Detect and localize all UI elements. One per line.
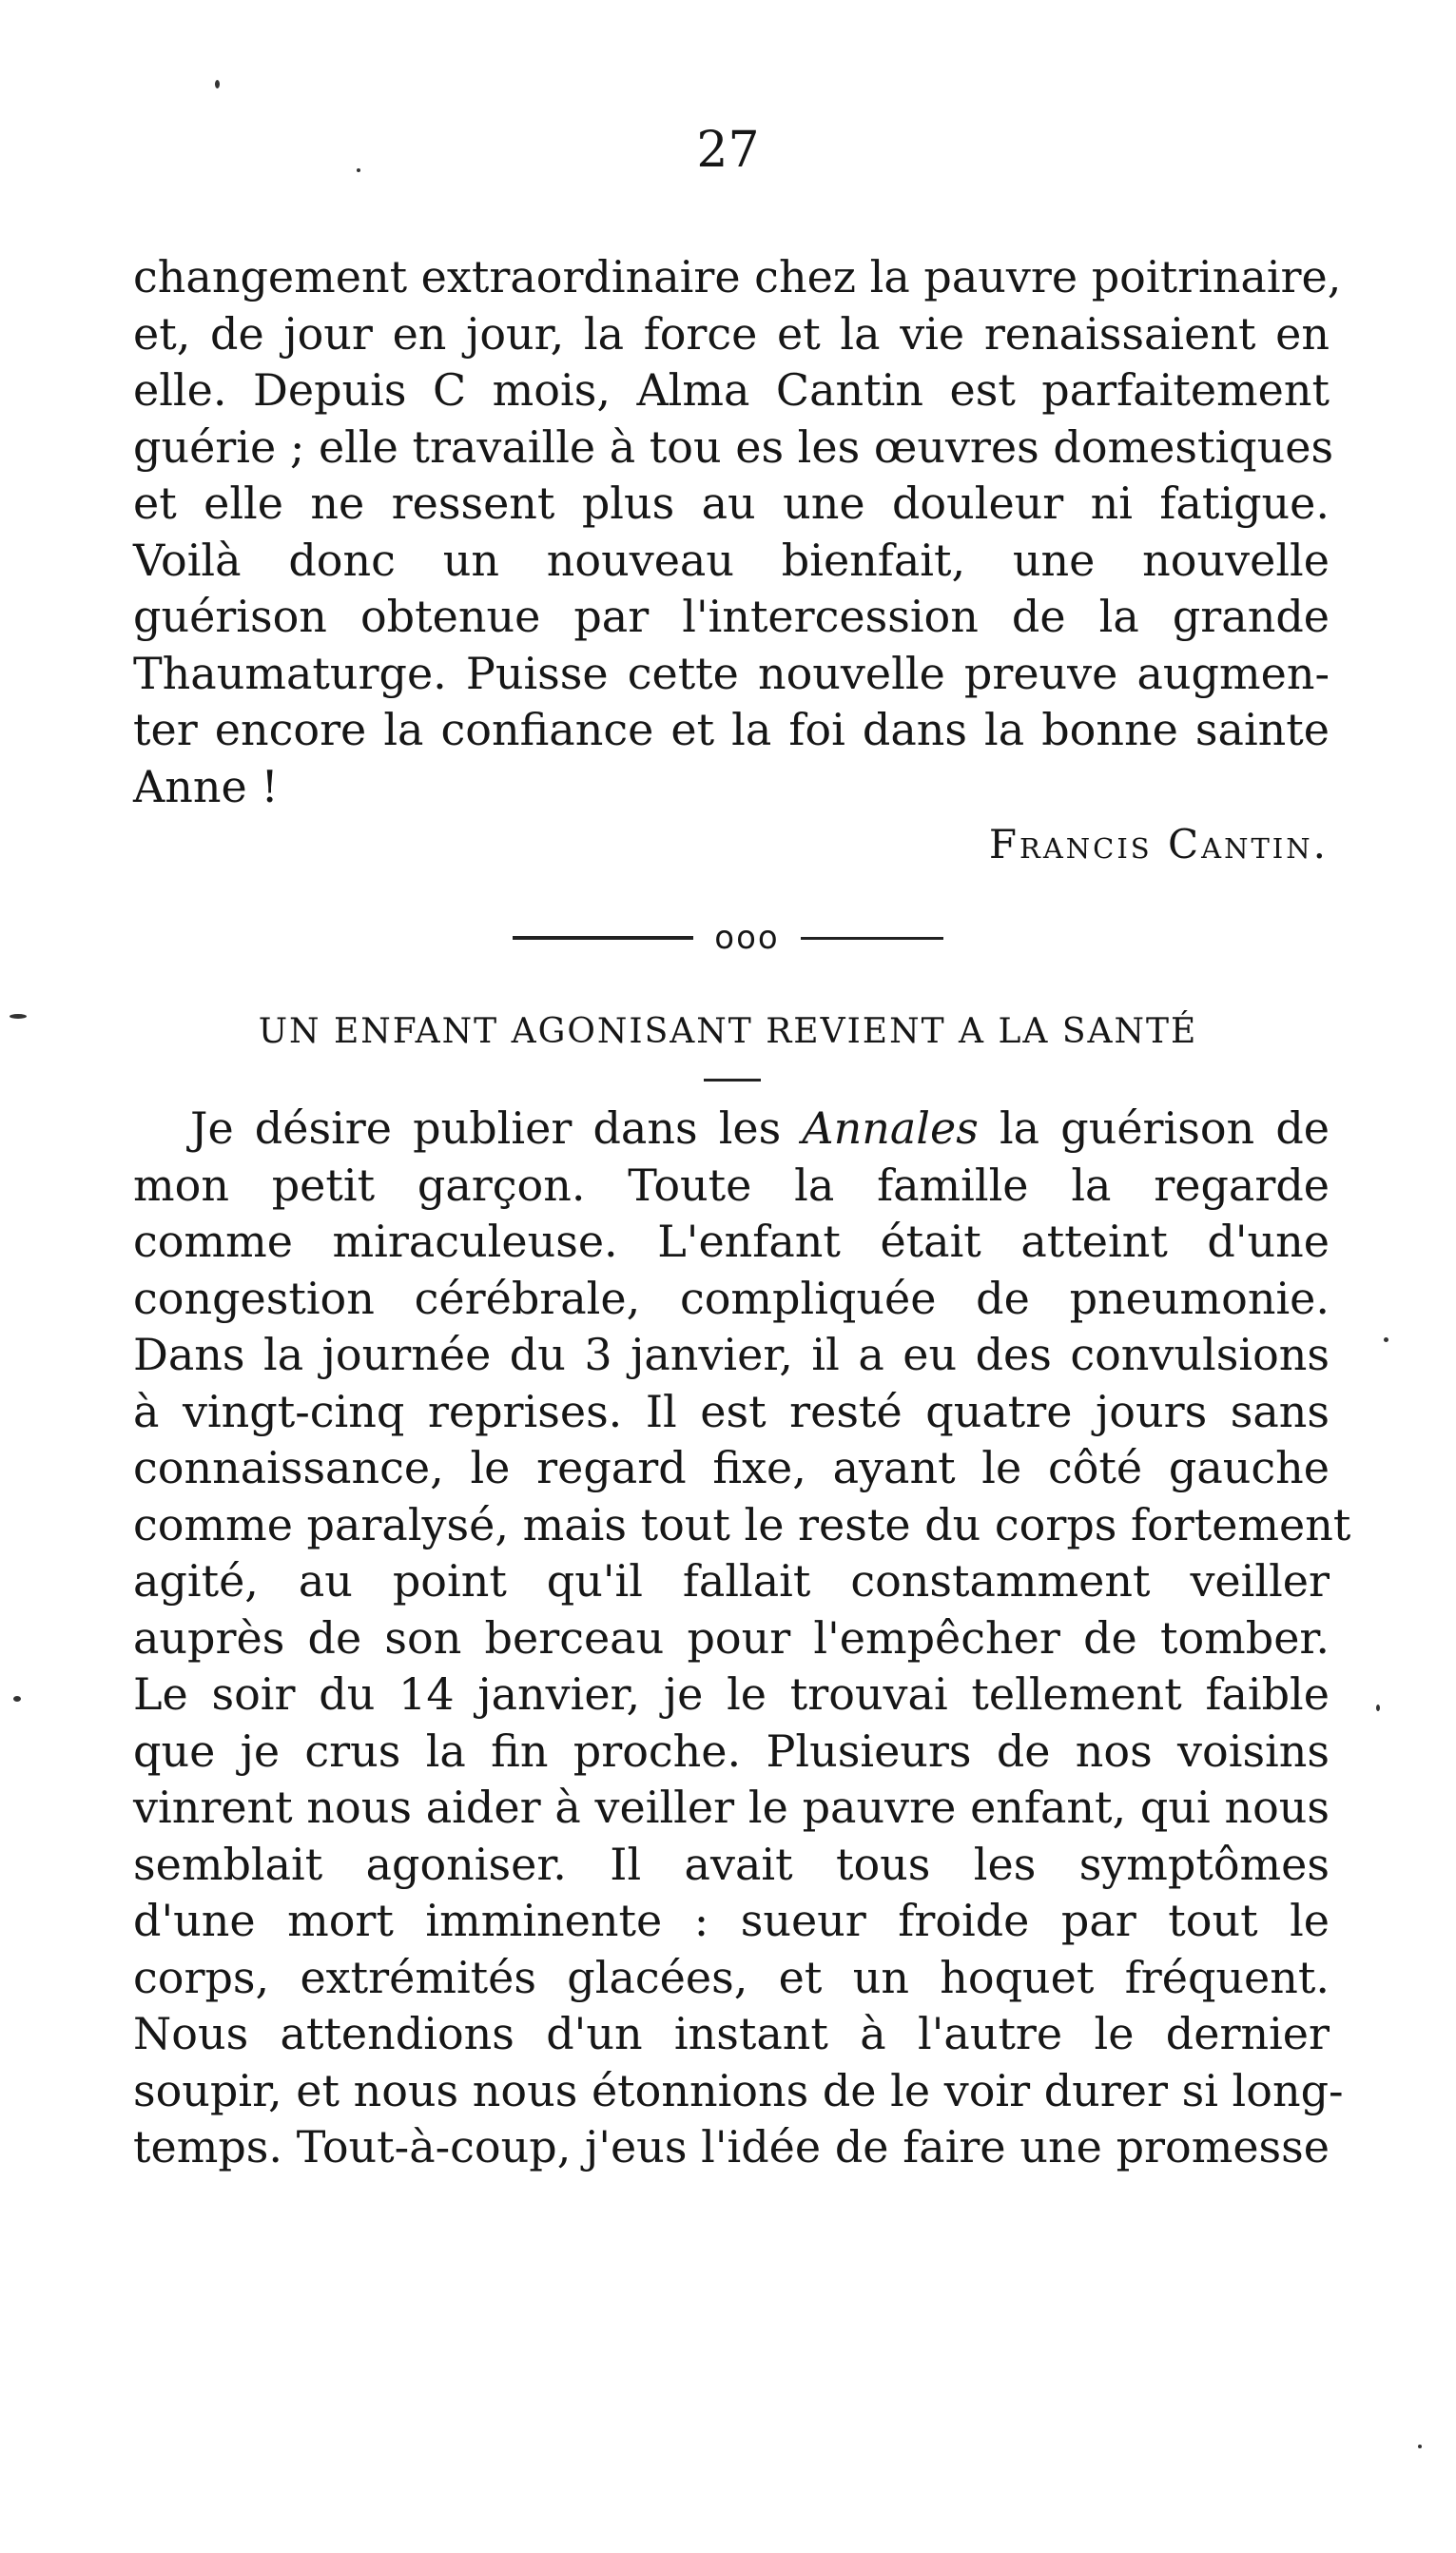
text-line: agité, au point qu'il fallait constamment veiller [133,1555,1330,1607]
text-line: soupir, et nous nous étonnions de le voir durer si long- [133,2064,1344,2116]
scan-speck [357,168,360,172]
text-line: Anne ! [133,760,279,812]
text-line: vinrent nous aider à veiller le pauvre enfant, qui nous [133,1782,1330,1833]
text-line: changement extraordinaire chez la pauvre poitrinaire, [133,251,1342,302]
text-line: Voilà donc un nouveau bienfait, une nouvelle [133,534,1330,586]
text-line: corps, extrémités glacées, et un hoquet fréquent. [133,1951,1330,2003]
signature: Francis Cantin. [988,821,1329,867]
text-line: Dans la journée du 3 janvier, il a eu des convulsions [133,1329,1330,1380]
scan-speck [1376,1705,1380,1711]
page-number: 27 [696,122,760,179]
separator-mark: ooo [714,919,780,957]
text-line: guérie ; elle travaille à tou es les œuvres domestiques [133,420,1334,473]
text-line: semblait agoniser. Il avait tous les symptômes [133,1838,1330,1890]
section-heading: UN ENFANT AGONISANT REVIENT A LA SANTÉ [258,1012,1198,1051]
text-line: temps. Tout-à-coup, j'eus l'idée de faire une promesse [133,2121,1330,2173]
scan-speck [215,80,220,88]
text-line: auprès de son berceau pour l'empêcher de tomber. [133,1611,1330,1664]
text-line: mon petit garçon. Toute la famille la regarde [133,1159,1330,1211]
text-line: comme paralysé, mais tout le reste du corps fortement [133,1498,1351,1550]
text-line [133,1101,1330,1158]
text-line: Le soir du 14 janvier, je le trouvai tellement faible [133,1668,1330,1720]
text-line: guérison obtenue par l'intercession de la grande [133,591,1330,642]
text-segment: la guérison de [978,1102,1330,1154]
scan-speck [1418,2445,1422,2448]
scan-speck [1384,1337,1388,1342]
scan-speck [13,1696,21,1702]
text-line: Thaumaturge. Puisse cette nouvelle preuve augmen- [133,647,1330,699]
separator-rule-left [513,936,693,940]
separator-rule-right [801,937,943,940]
paragraph-testimony-end [133,249,1342,815]
text-line: que je crus la fin proche. Plusieurs de nos voisins [133,1725,1330,1777]
text-segment: Je désire publier dans les [190,1102,803,1154]
text-line: congestion cérébrale, compliquée de pneumonie. [133,1272,1330,1324]
text-line: ter encore la confiance et la foi dans la bonne sainte [133,704,1330,755]
text-line: connaissance, le regard fixe, ayant le côté gauche [133,1442,1330,1493]
text-line: et, de jour en jour, la force et la vie renaissaient en [133,307,1330,360]
paragraph-child-healing [133,1101,1351,2176]
section-separator [0,919,1456,957]
text-line: et elle ne ressent plus au une douleur ni fatigue. [133,477,1330,529]
text-line: Nous attendions d'un instant à l'autre le dernier [133,2008,1330,2059]
text-line: à vingt-cinq reprises. Il est resté quatre jours sans [133,1385,1330,1437]
heading-underline-rule [704,1079,761,1082]
scan-speck [10,1014,27,1019]
text-line: comme miraculeuse. L'enfant était atteint d'une [133,1216,1330,1267]
journal-title: Annales [802,1102,979,1154]
text-line: elle. Depuis C mois, Alma Cantin est parfaitement [133,364,1330,416]
text-line: d'une mort imminente : sueur froide par tout le [133,1895,1330,1946]
